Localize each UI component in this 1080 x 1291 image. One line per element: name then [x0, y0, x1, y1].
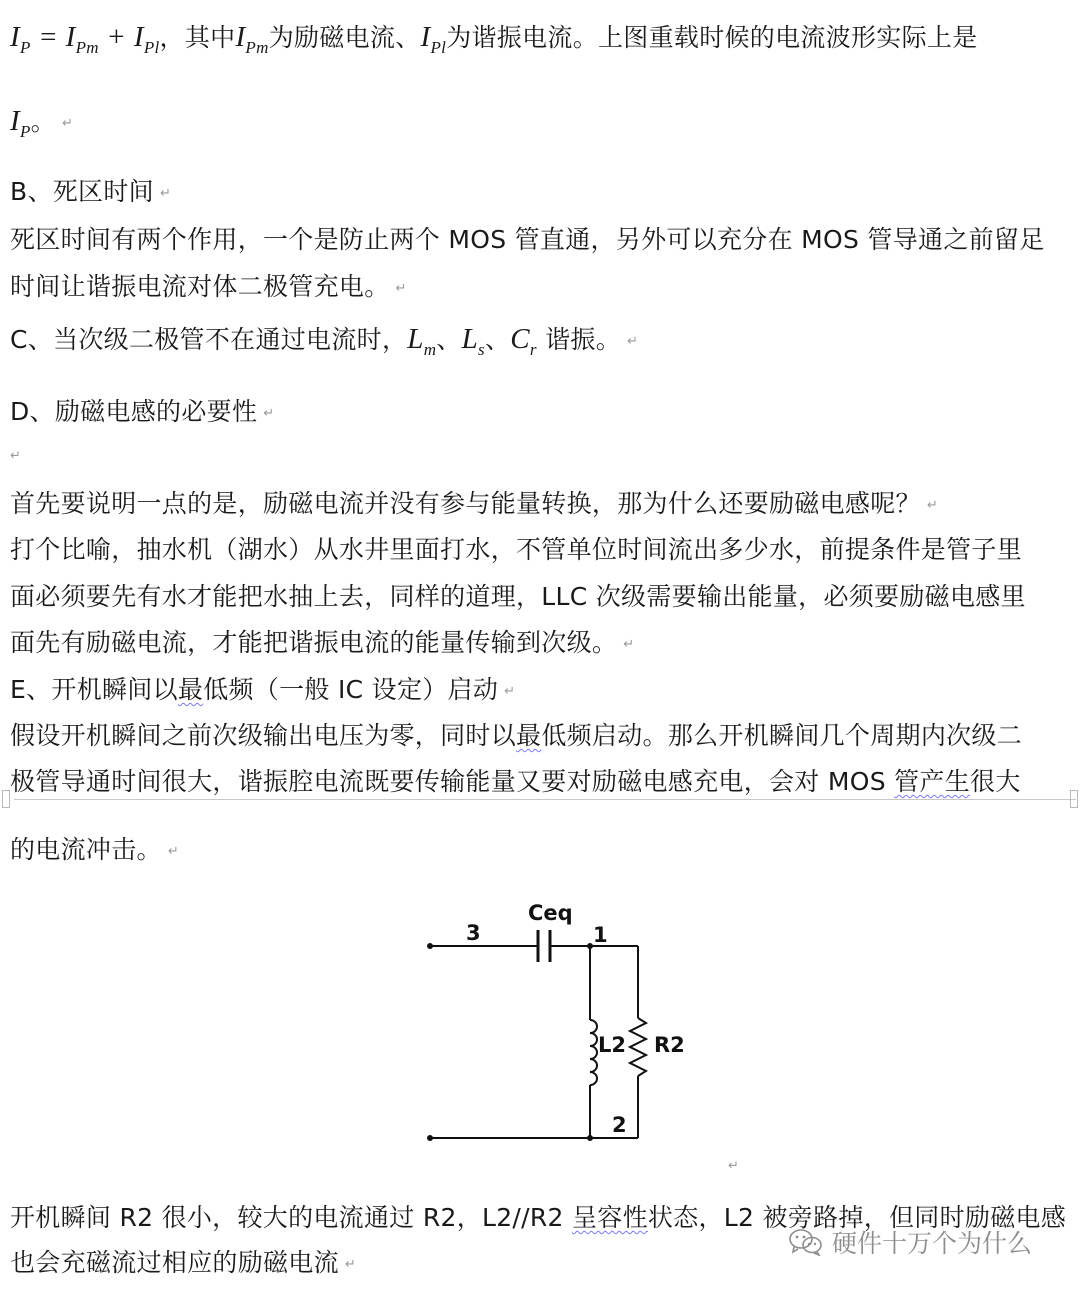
- inductor-l2: [590, 1020, 597, 1085]
- para-c: C、当次级二极管不在通过电流时，$L_m$、$L_s$、$C_r$ 谐振。 ↵: [10, 323, 639, 359]
- paragraph-mark-icon: ↵: [926, 497, 939, 513]
- para-e-line-1: 假设开机瞬间之前次级输出电压为零，同时以最低频启动。那么开机瞬间几个周期内次级二: [10, 721, 1023, 750]
- paragraph-mark-icon: ↵: [728, 1158, 740, 1174]
- paragraph-mark-icon: ↵: [167, 843, 180, 859]
- paragraph-mark-icon: ↵: [159, 185, 172, 201]
- ipl-symbol: $I_{Pl}$: [420, 21, 447, 57]
- para-d-line-1: 首先要说明一点的是，励磁电流并没有参与能量转换，那为什么还要励磁电感呢？ ↵: [10, 489, 939, 518]
- paragraph-mark-icon: ↵: [623, 636, 635, 652]
- heading-d: D、励磁电感的必要性 ↵: [10, 397, 275, 426]
- ls-symbol: $L_s$: [461, 323, 485, 359]
- paragraph-mark-icon: ↵: [395, 280, 407, 296]
- heading-e: E、开机瞬间以最低频（一般 IC 设定）启动 ↵: [10, 675, 516, 704]
- page-break-line: [14, 799, 1076, 800]
- label-node1: 1: [593, 923, 608, 947]
- junction-dot: [587, 1135, 593, 1141]
- empty-paragraph: [10, 440, 21, 469]
- para-d-line-2: 打个比喻，抽水机（湖水）从水井里面打水，不管单位时间流出多少水，前提条件是管子里: [10, 535, 1023, 564]
- para-f-line-2: 也会充磁流过相应的励磁电流 ↵: [10, 1248, 357, 1277]
- watermark-text: 硬件十万个为什么: [832, 1229, 1033, 1258]
- ipm-symbol: $I_{Pm}$: [235, 21, 269, 57]
- paragraph-mark-icon: ↵: [10, 448, 22, 464]
- para-b-line-1: 死区时间有两个作用，一个是防止两个 MOS 管直通，另外可以充分在 MOS 管导通之前留足: [10, 225, 1045, 254]
- para-e-line-2: 极管导通时间很大，谐振腔电流既要传输能量又要对励磁电感充电，会对 MOS 管产生很大: [10, 767, 1021, 796]
- current-formula: $I_P = I_{Pm} + I_{Pl}$: [10, 21, 160, 57]
- empty-paragraph-after-figure: [728, 1150, 739, 1179]
- para-e-line-3: 的电流冲击。 ↵: [10, 835, 180, 864]
- paragraph-mark-icon: ↵: [61, 115, 74, 131]
- wechat-icon: [788, 1228, 824, 1256]
- ip-symbol: $I_P$: [10, 105, 31, 141]
- resistor-r2: [630, 1018, 646, 1076]
- label-r2: R2: [654, 1033, 685, 1057]
- page-margin-marker: [1070, 790, 1078, 808]
- page-break: [0, 790, 1080, 808]
- paragraph-mark-icon: ↵: [627, 333, 639, 349]
- para-f-line-1: 开机瞬间 R2 很小，较大的电流通过 R2，L2//R2 呈容性状态，L2 被旁路掉，但同时励磁电感: [10, 1203, 1067, 1232]
- paragraph-mark-icon: ↵: [344, 1256, 357, 1272]
- label-node3: 3: [466, 921, 481, 945]
- formula-line: $I_P = I_{Pm} + I_{Pl}$，其中$I_{Pm}$为励磁电流、$I_{Pl}$为谐振电流。上图重载时候的电流波形实际上是: [10, 21, 978, 57]
- input-terminal: [427, 1135, 433, 1141]
- para-d-line-4: 面先有励磁电流，才能把谐振电流的能量传输到次级。 ↵: [10, 628, 635, 657]
- watermark: [788, 1224, 1032, 1260]
- label-node2: 2: [612, 1113, 627, 1137]
- circuit-diagram: [410, 890, 730, 1160]
- cr-symbol: $C_r$: [510, 323, 537, 359]
- ip-line: $I_P$。 ↵: [10, 105, 74, 141]
- para-b-line-2: 时间让谐振电流对体二极管充电。 ↵: [10, 272, 407, 301]
- lm-symbol: $L_m$: [407, 323, 437, 359]
- label-l2: L2: [598, 1033, 626, 1057]
- para-d-line-3: 面必须要先有水才能把水抽上去，同样的道理，LLC 次级需要输出能量，必须要励磁电感里: [10, 582, 1026, 611]
- input-terminal: [427, 943, 433, 949]
- paragraph-mark-icon: ↵: [263, 405, 275, 421]
- paragraph-mark-icon: ↵: [504, 683, 516, 699]
- label-ceq: Ceq: [528, 901, 573, 925]
- heading-b: B、死区时间 ↵: [10, 177, 172, 206]
- page-margin-marker: [2, 790, 10, 808]
